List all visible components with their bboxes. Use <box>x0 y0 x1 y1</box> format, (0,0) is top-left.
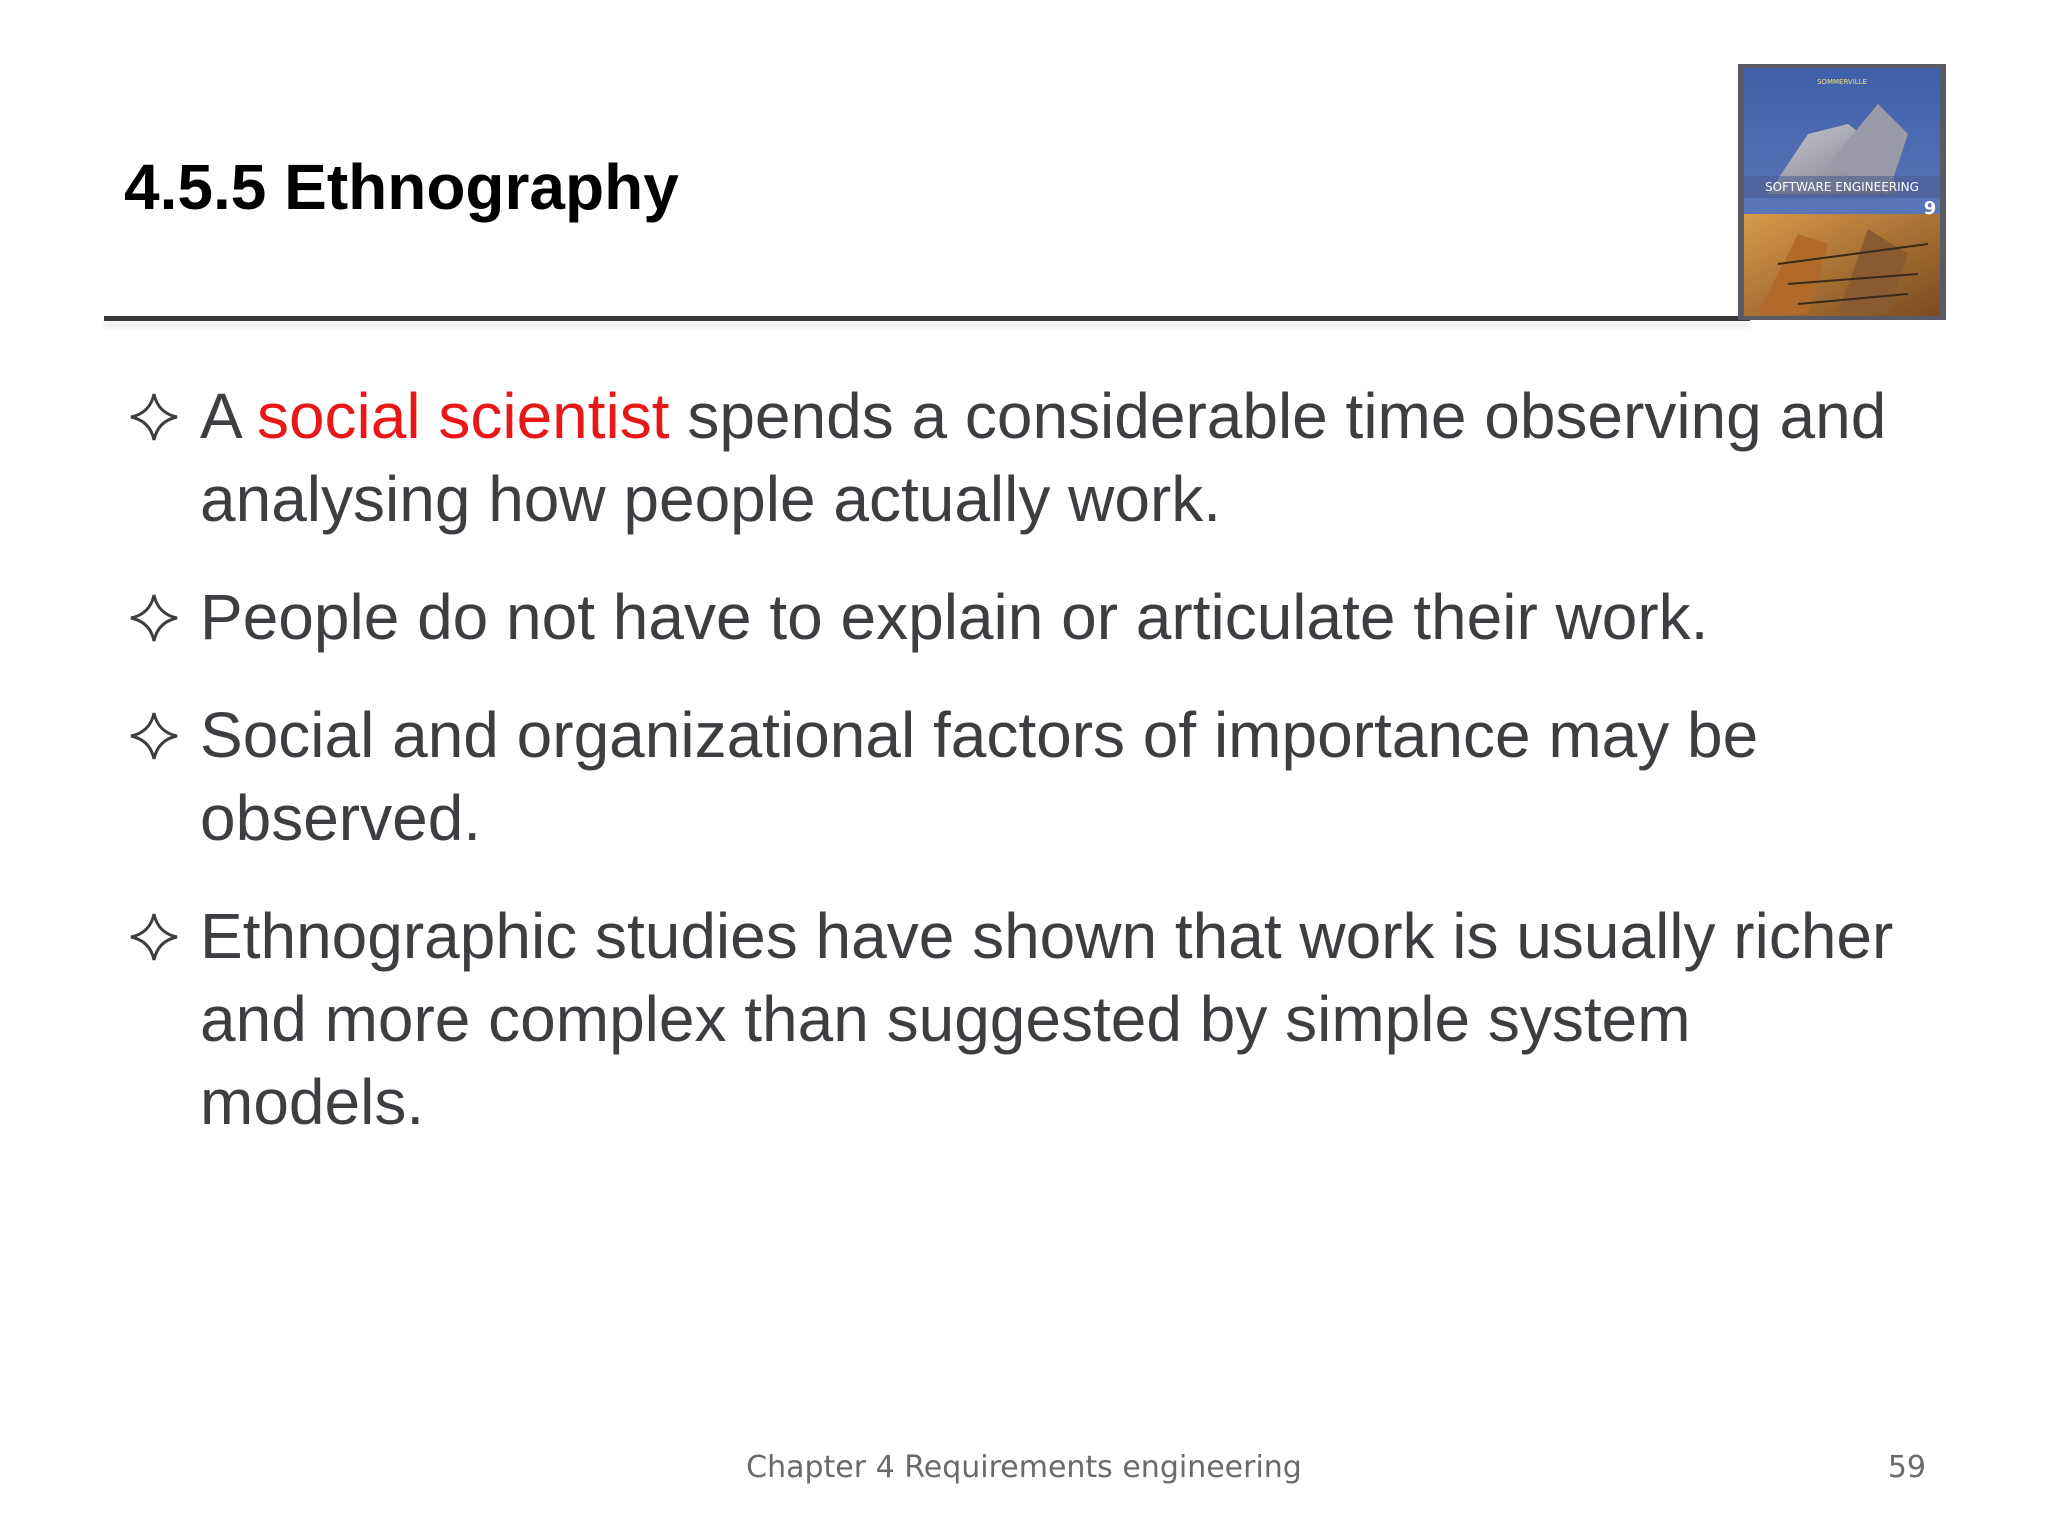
highlighted-term: social scientist <box>256 380 670 452</box>
bullet-list <box>128 375 1928 1179</box>
bullet-text: Ethnographic studies have shown that work is usually richer and more complex than suggested by simple system models. <box>200 900 1894 1138</box>
four-point-star-icon <box>128 391 180 443</box>
four-point-star-icon <box>128 710 180 762</box>
slide-title: 4.5.5 Ethnography <box>124 151 679 223</box>
four-point-star-icon <box>128 592 180 644</box>
cover-title-text: SOFTWARE ENGINEERING <box>1765 180 1919 194</box>
bullet-item <box>128 375 1928 541</box>
bullet-text-post: spends a considerable time observing and analysing how people actually work. <box>200 380 1887 535</box>
slide-footer: Chapter 4 Requirements engineering <box>746 1450 1302 1485</box>
bullet-item <box>128 694 1928 860</box>
bullet-item <box>128 576 1928 659</box>
bullet-text-pre: A <box>200 380 257 452</box>
book-cover-image <box>1738 64 1946 320</box>
bullet-text: People do not have to explain or articulate their work. <box>200 581 1709 653</box>
cover-author-text: SOMMERVILLE <box>1816 78 1868 86</box>
four-point-star-icon <box>128 911 180 963</box>
bullet-item <box>128 895 1928 1144</box>
cover-edition-number: 9 <box>1923 198 1937 219</box>
page-number: 59 <box>1887 1450 1926 1485</box>
title-divider <box>104 316 1750 321</box>
bullet-text: Social and organizational factors of importance may be observed. <box>200 699 1759 854</box>
